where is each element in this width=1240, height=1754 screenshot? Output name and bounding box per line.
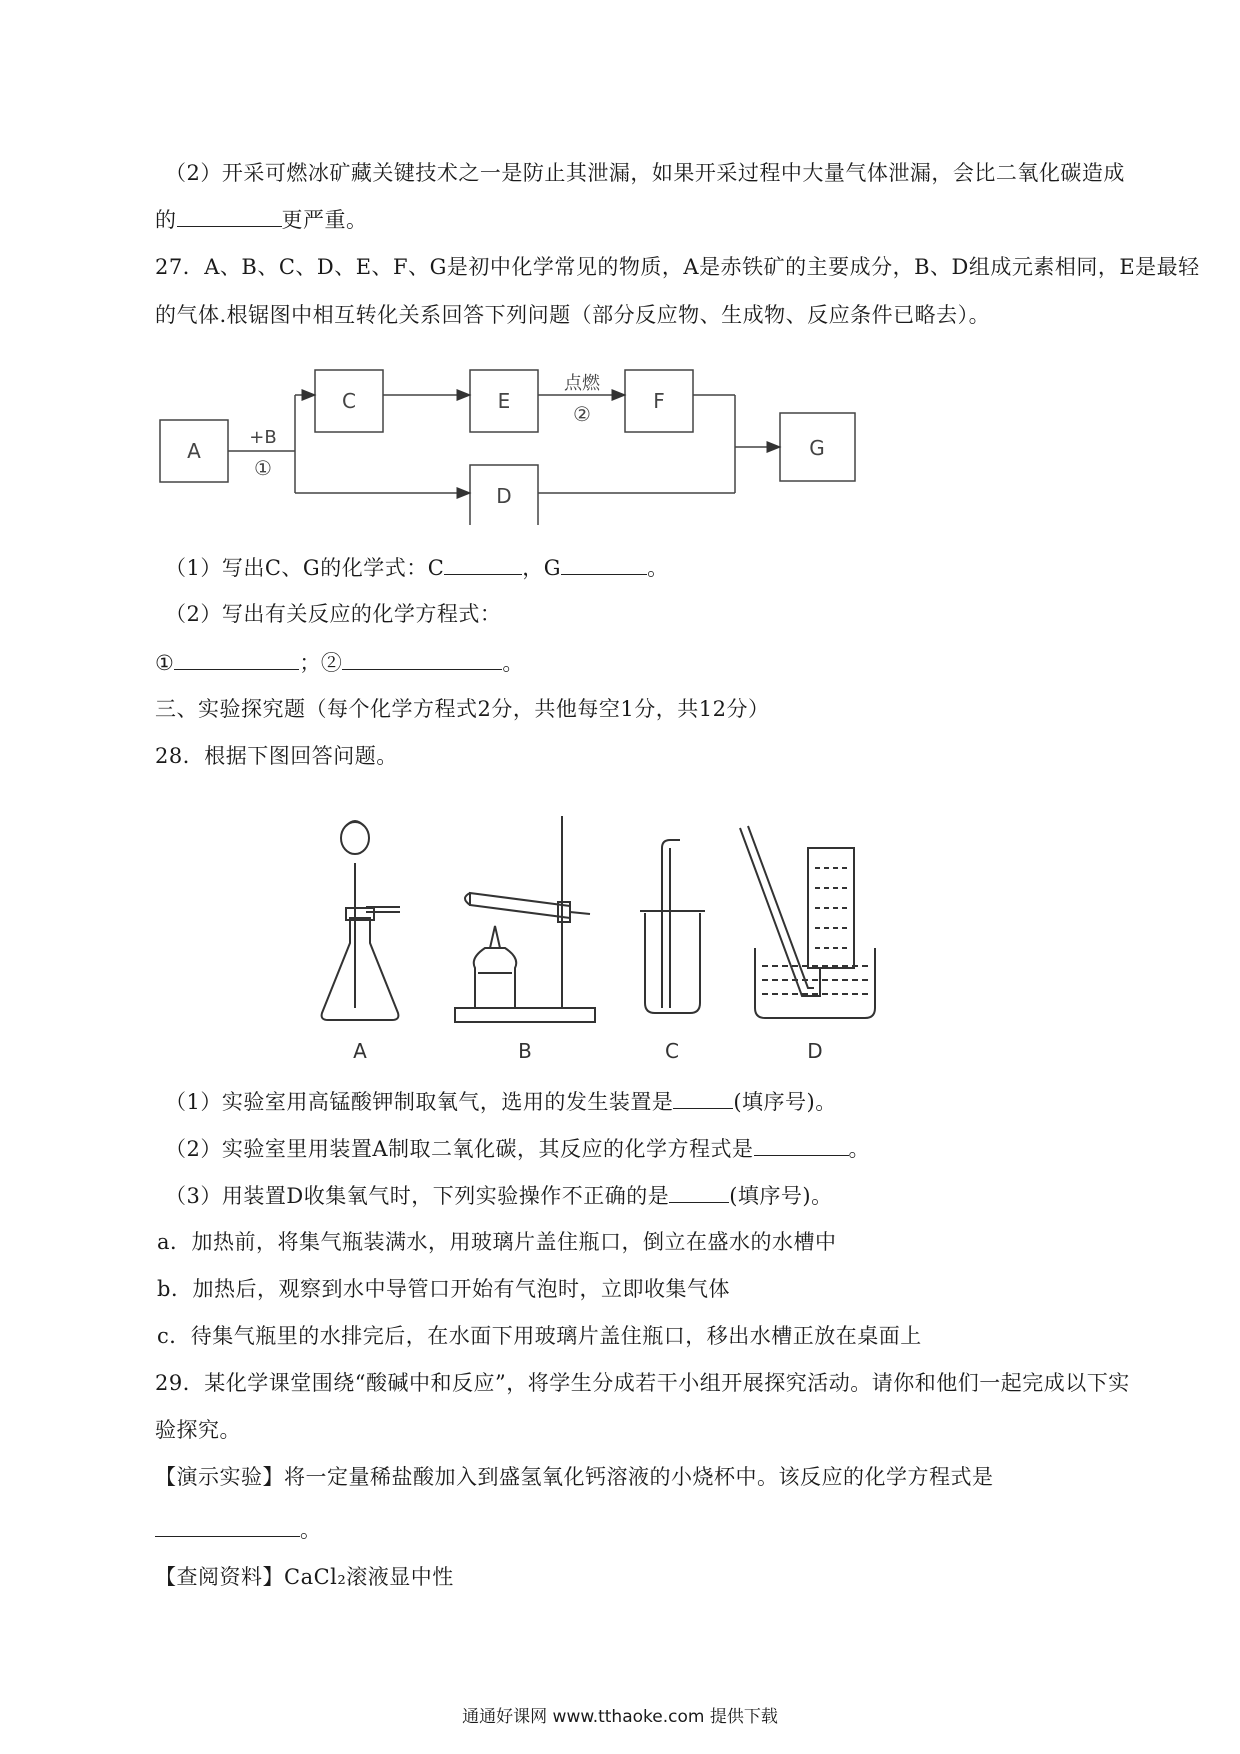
q27-eq-end: 。 — [502, 651, 524, 675]
apparatus-B — [455, 816, 595, 1022]
q29-stem-line2: 验探究。 — [155, 1418, 241, 1442]
q27-stem-line2: 的气体.根锯图中相互转化关系回答下列问题（部分反应物、生成物、反应条件已略去）。 — [155, 303, 991, 327]
q28-sub2-post: 。 — [848, 1137, 871, 1161]
section3-heading: 三、实验探究题（每个化学方程式2分，共他每空1分，共12分） — [155, 697, 770, 721]
page-footer: 通通好课网 www.tthaoke.com 提供下载 — [462, 1707, 778, 1727]
q27-eq2-mark: ；② — [299, 651, 343, 675]
q27-equations — [155, 647, 524, 678]
apparatus-svg — [300, 808, 980, 1068]
q26-answer-blank[interactable] — [177, 204, 282, 227]
q26-part2-line1: （2）开采可燃冰矿藏关键技术之一是防止其泄漏，如果开采过程中大量气体泄漏，会比二氧化碳造成 — [165, 161, 1125, 185]
label-step1: ① — [254, 456, 272, 480]
q27-sub2: （2）写出有关反应的化学方程式： — [165, 602, 502, 626]
q28-option-b: b．加热后，观察到水中导管口开始有气泡时，立即收集气体 — [157, 1277, 730, 1301]
q28-blank-2[interactable] — [754, 1133, 849, 1156]
q27-blank-G[interactable] — [561, 552, 647, 575]
q28-sub1 — [165, 1086, 837, 1117]
q26-text-pre: 的 — [155, 208, 177, 232]
label-A: A — [187, 439, 201, 463]
apparatus-C — [640, 840, 705, 1013]
q27-blank-C[interactable] — [444, 552, 522, 575]
q29-demo-answer — [155, 1514, 322, 1545]
q27-sub1 — [165, 552, 669, 583]
flow-svg — [155, 365, 875, 525]
label-E: E — [497, 389, 511, 413]
label-apparatus-B: B — [518, 1039, 532, 1063]
q28-sub3 — [165, 1180, 833, 1211]
q27-blank-eq1[interactable] — [174, 647, 299, 670]
apparatus-D — [740, 826, 875, 1018]
q29-info: 【查阅资料】CaCl₂滚液显中性 — [155, 1565, 454, 1589]
label-apparatus-A: A — [353, 1039, 367, 1063]
q28-blank-3[interactable] — [669, 1180, 729, 1203]
label-D: D — [496, 484, 512, 508]
q28-sub3-pre: （3）用装置D收集氧气时，下列实验操作不正确的是 — [165, 1184, 670, 1208]
q27-sub1-mid: ，G — [522, 556, 562, 580]
q29-demo-end: 。 — [300, 1518, 322, 1542]
q29-blank-equation[interactable] — [155, 1514, 300, 1537]
label-plus-B: +B — [249, 427, 277, 448]
label-ignite: 点燃 — [564, 373, 600, 394]
q26-text-post: 更严重。 — [281, 208, 368, 232]
q29-demo: 【演示实验】将一定量稀盐酸加入到盛氢氧化钙溶液的小烧杯中。该反应的化学方程式是 — [155, 1465, 994, 1489]
q28-option-c: c．待集气瓶里的水排完后，在水面下用玻璃片盖住瓶口，移出水槽正放在桌面上 — [157, 1324, 922, 1348]
q28-apparatus-figure — [300, 808, 980, 1072]
q27-sub1-post: 。 — [647, 556, 669, 580]
q26-part2-line2 — [155, 204, 368, 235]
label-C: C — [342, 389, 356, 413]
label-F: F — [653, 389, 665, 413]
q27-flow-diagram — [155, 365, 875, 529]
q27-blank-eq2[interactable] — [342, 647, 502, 670]
q28-sub1-post: (填序号)。 — [733, 1090, 837, 1114]
q28-sub2-pre: （2）实验室里用装置A制取二氧化碳，其反应的化学方程式是 — [165, 1137, 754, 1161]
label-step2: ② — [573, 402, 591, 426]
q28-blank-1[interactable] — [673, 1086, 733, 1109]
q28-option-a: a．加热前，将集气瓶装满水，用玻璃片盖住瓶口，倒立在盛水的水槽中 — [157, 1230, 837, 1254]
q28-sub1-pre: （1）实验室用高锰酸钾制取氧气，选用的发生装置是 — [165, 1090, 674, 1114]
q27-stem-line1: 27．A、B、C、D、E、F、G是初中化学常见的物质，A是赤铁矿的主要成分，B、D组成元素相同，E是最轻 — [155, 255, 1200, 279]
q28-stem: 28．根据下图回答问题。 — [155, 744, 398, 768]
label-apparatus-C: C — [665, 1039, 679, 1063]
label-apparatus-D: D — [807, 1039, 823, 1063]
q27-sub1-pre: （1）写出C、G的化学式：C — [165, 556, 445, 580]
q28-sub2 — [165, 1133, 870, 1164]
q27-eq1-mark: ① — [155, 651, 175, 675]
apparatus-A — [322, 821, 400, 1020]
q28-sub3-post: (填序号)。 — [729, 1184, 833, 1208]
q29-stem-line1: 29．某化学课堂围绕“酸碱中和反应”，将学生分成若干小组开展探究活动。请你和他们一起完成以下实 — [155, 1371, 1130, 1395]
label-G: G — [809, 436, 825, 460]
